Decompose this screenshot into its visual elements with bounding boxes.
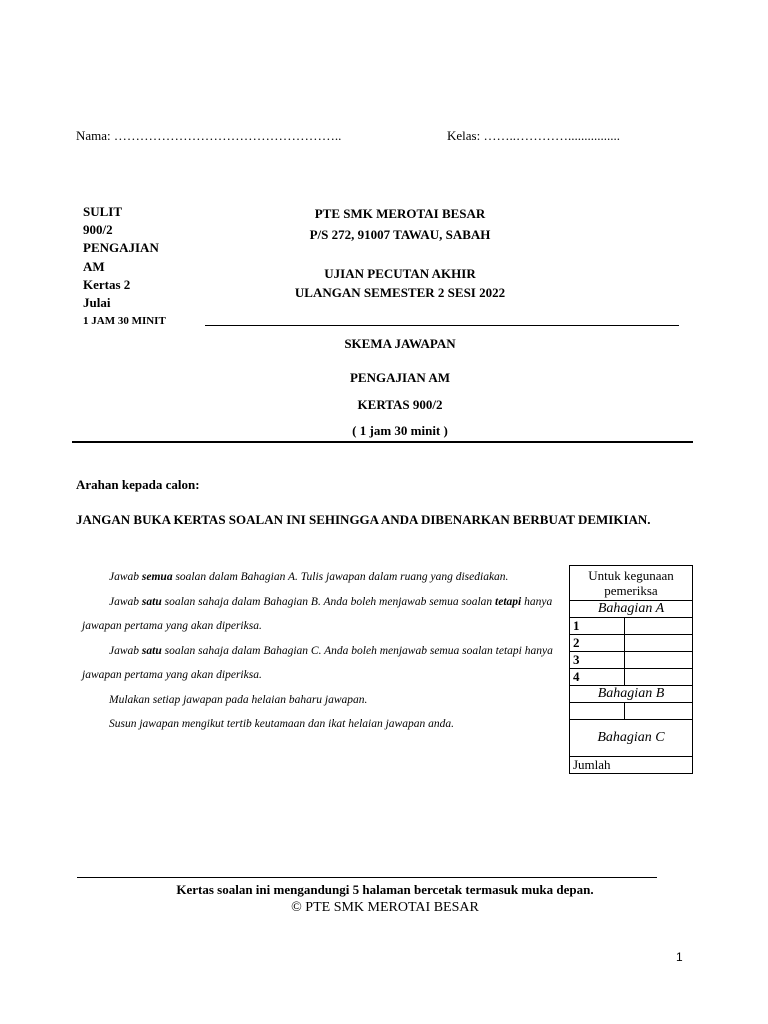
examiner-header: Untuk kegunaan pemeriksa (570, 566, 693, 601)
exam-title: UJIAN PECUTAN AKHIR (324, 266, 476, 281)
student-class-field (447, 128, 620, 144)
instruction-text: soalan sahaja dalam Bahagian B. Anda boleh menjawab semua soalan (161, 595, 496, 608)
question-number: 1 (570, 618, 625, 635)
section-c-label: Bahagian C (570, 720, 693, 757)
section-b-label: Bahagian B (570, 686, 693, 703)
school-address: P/S 272, 91007 TAWAU, SABAH (309, 227, 491, 242)
month-label: Julai (83, 295, 111, 311)
examiner-header-row (570, 566, 693, 601)
instruction-keyword: satu (141, 595, 162, 608)
table-row (570, 652, 693, 669)
class-dots: ……..…………................ (483, 128, 620, 143)
examiner-table (569, 565, 693, 774)
instruction-section-c (82, 639, 560, 688)
mark-cell[interactable] (625, 669, 693, 686)
table-row (570, 669, 693, 686)
instruction-order: Susun jawapan mengikut tertib keutamaan dan ikat helaian jawapan anda. (109, 718, 454, 730)
section-c-row (570, 720, 693, 757)
paper-code-title: KERTAS 900/2 (357, 397, 443, 412)
mark-cell[interactable] (625, 618, 693, 635)
instruction-text: Jawab (109, 595, 142, 608)
instruction-text: hanya jawapan pertama yang akan diperiksa. (82, 595, 553, 632)
mark-cell[interactable] (625, 652, 693, 669)
instruction-section-b (82, 590, 560, 639)
instruction-section-a (82, 565, 560, 590)
section-b-row (570, 686, 693, 703)
section-a-row (570, 601, 693, 618)
footer-rule (77, 877, 657, 878)
total-label: Jumlah (570, 757, 693, 774)
class-label: Kelas: (447, 128, 481, 143)
instruction-keyword: tetapi (495, 595, 522, 608)
instruction-keyword: satu (141, 644, 162, 657)
pages-note: Kertas soalan ini mengandungi 5 halaman bercetak termasuk muka depan. (176, 882, 594, 897)
instruction-new-sheet: Mulakan setiap jawapan pada helaian baharu jawapan. (109, 693, 368, 706)
instructions-body (82, 565, 560, 737)
exam-semester: ULANGAN SEMESTER 2 SESI 2022 (294, 285, 506, 300)
school-name: PTE SMK MEROTAI BESAR (314, 206, 486, 221)
scheme-title: SKEMA JAWAPAN (344, 336, 456, 351)
subject-title: PENGAJIAN AM (349, 370, 451, 385)
paper-number-label: Kertas 2 (83, 276, 131, 292)
paper-info-block (83, 203, 203, 330)
question-number: 3 (570, 652, 625, 669)
copyright: © PTE SMK MEROTAI BESAR (291, 900, 479, 915)
instructions-heading: Arahan kepada calon: (76, 477, 200, 492)
page-number: 1 (676, 950, 683, 964)
table-row (570, 618, 693, 635)
duration-label: 1 JAM 30 MINIT (83, 315, 166, 328)
instruction-text: soalan sahaja dalam Bahagian C. Anda boleh menjawab semua soalan tetapi hanya jawapan pertama yang akan diperiksa. (82, 644, 553, 681)
name-label: Nama: (76, 128, 111, 143)
instruction-keyword: semua (141, 571, 173, 583)
section-rule (72, 441, 693, 443)
total-row (570, 757, 693, 774)
empty-cell (570, 703, 625, 720)
instruction-text: Jawab (109, 644, 142, 657)
question-number: 4 (570, 669, 625, 686)
duration-title: ( 1 jam 30 minit ) (352, 423, 448, 438)
header-rule (205, 325, 679, 326)
mark-cell[interactable] (625, 635, 693, 652)
question-number: 2 (570, 635, 625, 652)
paper-code-label: 900/2 (83, 222, 113, 238)
instructions-warning: JANGAN BUKA KERTAS SOALAN INI SEHINGGA ANDA DIBENARKAN BERBUAT DEMIKIAN. (76, 512, 651, 527)
student-name-field (76, 128, 341, 144)
section-a-label: Bahagian A (570, 601, 693, 618)
instruction-text: soalan dalam Bahagian A. Tulis jawapan dalam ruang yang disediakan. (172, 571, 509, 583)
subject-label-1: PENGAJIAN (83, 240, 159, 256)
subject-label-2: AM (83, 258, 105, 274)
table-row (570, 635, 693, 652)
sulit-label: SULIT (83, 204, 123, 219)
mark-cell[interactable] (625, 703, 693, 720)
name-dots: …………………………………………….. (113, 128, 342, 143)
table-row (570, 703, 693, 720)
instruction-text: Jawab (109, 571, 142, 583)
